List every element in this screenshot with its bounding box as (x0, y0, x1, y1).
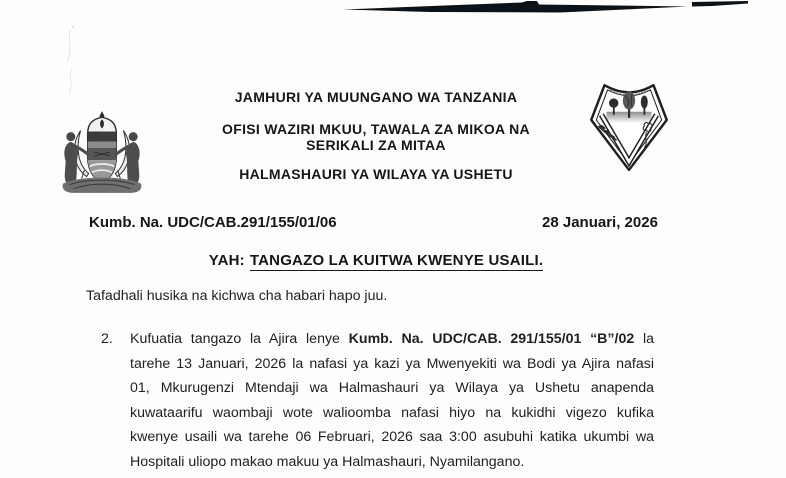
office-title-line2: SERIKALI ZA MITAA (306, 137, 446, 153)
council-title: HALMASHAURI YA WILAYA YA USHETU (239, 166, 513, 182)
intro-text: Tafadhali husika na kichwa cha habari hapo juu. (86, 288, 388, 304)
paragraph-line-4: kuwataarifu waombaji wote walioomba nafasi hiyo na kukidhi vigezo kufika (130, 404, 654, 421)
line1-post: la (634, 331, 654, 347)
subject-prefix: YAH: (208, 252, 245, 269)
office-title-line1: OFISI WAZIRI MKUU, TAWALA ZA MIKOA NA (222, 121, 530, 137)
reference-number: Kumb. Na. UDC/CAB.291/155/01/06 (89, 214, 337, 231)
paragraph-line-1 (130, 327, 654, 352)
paragraph-line-3: 01, Mkurugenzi Mtendaji wa Halmashauri ya Wilaya ya Ushetu anapenda (130, 380, 654, 397)
body-paragraph (101, 327, 657, 475)
paragraph-line-2: tarehe 13 Januari, 2026 la nafasi ya kazi ya Mwenyekiti wa Bodi ya Ajira nafasi (130, 355, 654, 372)
subject-title: TANGAZO LA KUITWA KWENYE USAILI. (249, 252, 544, 269)
line1-pre: Kufuatia tangazo la Ajira lenye (130, 331, 349, 347)
line1-bold-reference: Kumb. Na. UDC/CAB. 291/155/01 “B”/02 (348, 331, 635, 347)
subject-line (0, 252, 752, 269)
paragraph-line-6: Hospitali uliopo makao makuu ya Halmashauri, Nyamilangano. (130, 453, 525, 470)
paragraph-lines (130, 327, 654, 475)
republic-title: JAMHURI YA MUUNGANO WA TANZANIA (234, 89, 518, 105)
scan-artifact-icon (0, 0, 786, 18)
paragraph-line-5: kwenye usaili wa tarehe 06 Februari, 2026 saa 3:00 asubuhi katika ukumbi wa (130, 429, 654, 446)
letter-date: 28 Januari, 2026 (542, 214, 658, 231)
paragraph-number: 2. (101, 331, 113, 347)
